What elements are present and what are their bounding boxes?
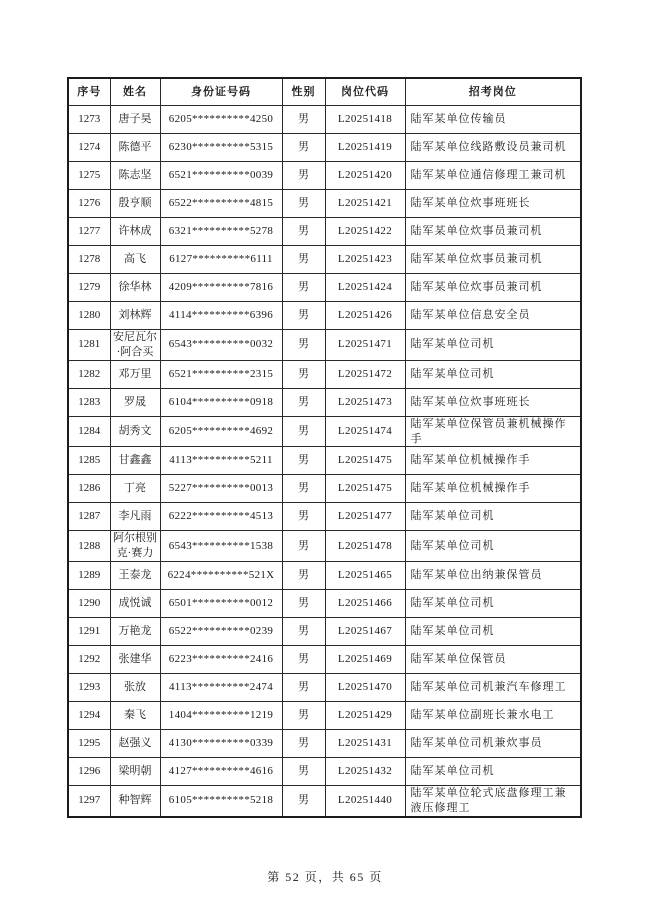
recruitment-roster-table: [67, 77, 582, 818]
cell-gender: 男: [282, 503, 325, 531]
cell-job-code: L20251424: [325, 274, 405, 302]
cell-id-number: 6321**********5278: [160, 218, 282, 246]
cell-job-code: L20251475: [325, 447, 405, 475]
cell-job-code: L20251473: [325, 388, 405, 416]
cell-position: 陆军某单位保管员兼机械操作手: [405, 416, 581, 447]
cell-name: 赵强义: [110, 730, 160, 758]
cell-serial-number: 1285: [68, 447, 110, 475]
cell-id-number: 4209**********7816: [160, 274, 282, 302]
cell-position: 陆军某单位炊事班班长: [405, 388, 581, 416]
table-row: [68, 218, 581, 246]
cell-gender: 男: [282, 190, 325, 218]
cell-id-number: 6521**********0039: [160, 162, 282, 190]
cell-name: 邓万里: [110, 360, 160, 388]
table-row: [68, 274, 581, 302]
cell-gender: 男: [282, 702, 325, 730]
cell-serial-number: 1291: [68, 618, 110, 646]
cell-serial-number: 1287: [68, 503, 110, 531]
cell-job-code: L20251422: [325, 218, 405, 246]
cell-job-code: L20251475: [325, 475, 405, 503]
cell-serial-number: 1289: [68, 562, 110, 590]
cell-job-code: L20251421: [325, 190, 405, 218]
cell-position: 陆军某单位机械操作手: [405, 447, 581, 475]
cell-position: 陆军某单位出纳兼保管员: [405, 562, 581, 590]
cell-job-code: L20251426: [325, 302, 405, 330]
cell-name: 万艳龙: [110, 618, 160, 646]
cell-id-number: 4127**********4616: [160, 758, 282, 786]
cell-position: 陆军某单位司机: [405, 758, 581, 786]
cell-position: 陆军某单位司机: [405, 503, 581, 531]
cell-id-number: 1404**********1219: [160, 702, 282, 730]
cell-id-number: 6104**********0918: [160, 388, 282, 416]
table-row: [68, 674, 581, 702]
cell-gender: 男: [282, 274, 325, 302]
cell-position: 陆军某单位司机: [405, 590, 581, 618]
cell-name: 唐子昊: [110, 106, 160, 134]
cell-name: 高飞: [110, 246, 160, 274]
cell-position: 陆军某单位炊事班班长: [405, 190, 581, 218]
cell-name: 成悦诚: [110, 590, 160, 618]
cell-gender: 男: [282, 218, 325, 246]
table-row: [68, 302, 581, 330]
cell-job-code: L20251423: [325, 246, 405, 274]
cell-id-number: 4114**********6396: [160, 302, 282, 330]
table-row: [68, 562, 581, 590]
cell-id-number: 6230**********5315: [160, 134, 282, 162]
cell-gender: 男: [282, 674, 325, 702]
cell-position: 陆军某单位炊事员兼司机: [405, 218, 581, 246]
cell-name: 李凡雨: [110, 503, 160, 531]
cell-id-number: 6205**********4250: [160, 106, 282, 134]
cell-id-number: 6205**********4692: [160, 416, 282, 447]
cell-name: 秦飞: [110, 702, 160, 730]
cell-job-code: L20251420: [325, 162, 405, 190]
cell-name: 殷亨顺: [110, 190, 160, 218]
table-row: [68, 702, 581, 730]
cell-id-number: 6543**********1538: [160, 531, 282, 562]
cell-gender: 男: [282, 416, 325, 447]
cell-position: 陆军某单位炊事员兼司机: [405, 274, 581, 302]
cell-serial-number: 1277: [68, 218, 110, 246]
table-row: [68, 758, 581, 786]
cell-name: 丁亮: [110, 475, 160, 503]
cell-position: 陆军某单位司机: [405, 360, 581, 388]
cell-position: 陆军某单位炊事员兼司机: [405, 246, 581, 274]
cell-id-number: 6224**********521X: [160, 562, 282, 590]
cell-id-number: 6105**********5218: [160, 786, 282, 817]
page-number-footer: 第 52 页，共 65 页: [267, 870, 383, 884]
table-row: [68, 646, 581, 674]
table-row: [68, 618, 581, 646]
cell-position: 陆军某单位司机兼炊事员: [405, 730, 581, 758]
cell-serial-number: 1284: [68, 416, 110, 447]
cell-position: 陆军某单位线路敷设员兼司机: [405, 134, 581, 162]
table-row: [68, 503, 581, 531]
cell-id-number: 4113**********2474: [160, 674, 282, 702]
cell-job-code: L20251419: [325, 134, 405, 162]
header-position: 招考岗位: [405, 78, 581, 106]
cell-gender: 男: [282, 618, 325, 646]
cell-serial-number: 1273: [68, 106, 110, 134]
cell-serial-number: 1288: [68, 531, 110, 562]
cell-id-number: 6127**********6111: [160, 246, 282, 274]
cell-position: 陆军某单位司机: [405, 531, 581, 562]
table-row: [68, 388, 581, 416]
cell-gender: 男: [282, 360, 325, 388]
cell-gender: 男: [282, 246, 325, 274]
cell-job-code: L20251477: [325, 503, 405, 531]
cell-position: 陆军某单位轮式底盘修理工兼液压修理工: [405, 786, 581, 817]
cell-name: 梁明朝: [110, 758, 160, 786]
cell-id-number: 6521**********2315: [160, 360, 282, 388]
cell-position: 陆军某单位司机: [405, 330, 581, 361]
cell-serial-number: 1281: [68, 330, 110, 361]
table-row: [68, 786, 581, 817]
cell-name: 许林成: [110, 218, 160, 246]
table-row: [68, 590, 581, 618]
cell-job-code: L20251474: [325, 416, 405, 447]
cell-name: 阿尔根别克·赛力: [110, 531, 160, 562]
cell-gender: 男: [282, 758, 325, 786]
cell-name: 陈德平: [110, 134, 160, 162]
table-row: [68, 190, 581, 218]
cell-serial-number: 1292: [68, 646, 110, 674]
cell-name: 陈志坚: [110, 162, 160, 190]
cell-serial-number: 1296: [68, 758, 110, 786]
table-row: [68, 416, 581, 447]
cell-gender: 男: [282, 475, 325, 503]
cell-name: 甘鑫鑫: [110, 447, 160, 475]
cell-job-code: L20251429: [325, 702, 405, 730]
cell-name: 罗晟: [110, 388, 160, 416]
cell-job-code: L20251466: [325, 590, 405, 618]
cell-serial-number: 1295: [68, 730, 110, 758]
cell-id-number: 6543**********0032: [160, 330, 282, 361]
cell-position: 陆军某单位机械操作手: [405, 475, 581, 503]
header-job-code: 岗位代码: [325, 78, 405, 106]
cell-serial-number: 1293: [68, 674, 110, 702]
cell-serial-number: 1283: [68, 388, 110, 416]
cell-serial-number: 1279: [68, 274, 110, 302]
table-row: [68, 475, 581, 503]
cell-serial-number: 1280: [68, 302, 110, 330]
table-body: [68, 106, 581, 817]
cell-id-number: 6501**********0012: [160, 590, 282, 618]
cell-id-number: 4113**********5211: [160, 447, 282, 475]
cell-position: 陆军某单位副班长兼水电工: [405, 702, 581, 730]
cell-gender: 男: [282, 106, 325, 134]
header-serial-number: 序号: [68, 78, 110, 106]
cell-gender: 男: [282, 388, 325, 416]
cell-name: 胡秀文: [110, 416, 160, 447]
cell-job-code: L20251478: [325, 531, 405, 562]
cell-serial-number: 1286: [68, 475, 110, 503]
cell-id-number: 6223**********2416: [160, 646, 282, 674]
cell-serial-number: 1282: [68, 360, 110, 388]
cell-gender: 男: [282, 590, 325, 618]
cell-position: 陆军某单位传输员: [405, 106, 581, 134]
cell-job-code: L20251431: [325, 730, 405, 758]
cell-serial-number: 1274: [68, 134, 110, 162]
cell-id-number: 6522**********0239: [160, 618, 282, 646]
cell-gender: 男: [282, 447, 325, 475]
cell-name: 张放: [110, 674, 160, 702]
cell-position: 陆军某单位通信修理工兼司机: [405, 162, 581, 190]
cell-name: 种智辉: [110, 786, 160, 817]
cell-job-code: L20251472: [325, 360, 405, 388]
cell-position: 陆军某单位司机: [405, 618, 581, 646]
cell-name: 徐华林: [110, 274, 160, 302]
table-row: [68, 730, 581, 758]
table-row: [68, 134, 581, 162]
cell-serial-number: 1276: [68, 190, 110, 218]
cell-serial-number: 1294: [68, 702, 110, 730]
table-row: [68, 531, 581, 562]
cell-gender: 男: [282, 646, 325, 674]
cell-serial-number: 1290: [68, 590, 110, 618]
cell-name: 刘林辉: [110, 302, 160, 330]
cell-position: 陆军某单位司机兼汽车修理工: [405, 674, 581, 702]
cell-gender: 男: [282, 786, 325, 817]
cell-job-code: L20251465: [325, 562, 405, 590]
header-name: 姓名: [110, 78, 160, 106]
cell-job-code: L20251467: [325, 618, 405, 646]
cell-gender: 男: [282, 531, 325, 562]
table-row: [68, 162, 581, 190]
cell-serial-number: 1275: [68, 162, 110, 190]
cell-id-number: 6522**********4815: [160, 190, 282, 218]
cell-gender: 男: [282, 134, 325, 162]
table-row: [68, 360, 581, 388]
cell-job-code: L20251470: [325, 674, 405, 702]
table-row: [68, 447, 581, 475]
cell-job-code: L20251471: [325, 330, 405, 361]
table-row: [68, 106, 581, 134]
cell-job-code: L20251432: [325, 758, 405, 786]
cell-job-code: L20251440: [325, 786, 405, 817]
cell-gender: 男: [282, 162, 325, 190]
cell-serial-number: 1278: [68, 246, 110, 274]
cell-id-number: 6222**********4513: [160, 503, 282, 531]
cell-serial-number: 1297: [68, 786, 110, 817]
cell-gender: 男: [282, 302, 325, 330]
cell-gender: 男: [282, 730, 325, 758]
cell-name: 张建华: [110, 646, 160, 674]
table-row: [68, 330, 581, 361]
cell-gender: 男: [282, 562, 325, 590]
cell-gender: 男: [282, 330, 325, 361]
cell-job-code: L20251469: [325, 646, 405, 674]
header-id-number: 身份证号码: [160, 78, 282, 106]
cell-job-code: L20251418: [325, 106, 405, 134]
cell-name: 王泰龙: [110, 562, 160, 590]
table-row: [68, 246, 581, 274]
table-header-row: [68, 78, 581, 106]
cell-position: 陆军某单位保管员: [405, 646, 581, 674]
cell-position: 陆军某单位信息安全员: [405, 302, 581, 330]
cell-id-number: 5227**********0013: [160, 475, 282, 503]
cell-id-number: 4130**********0339: [160, 730, 282, 758]
cell-name: 安尼瓦尔·阿合买: [110, 330, 160, 361]
header-gender: 性别: [282, 78, 325, 106]
